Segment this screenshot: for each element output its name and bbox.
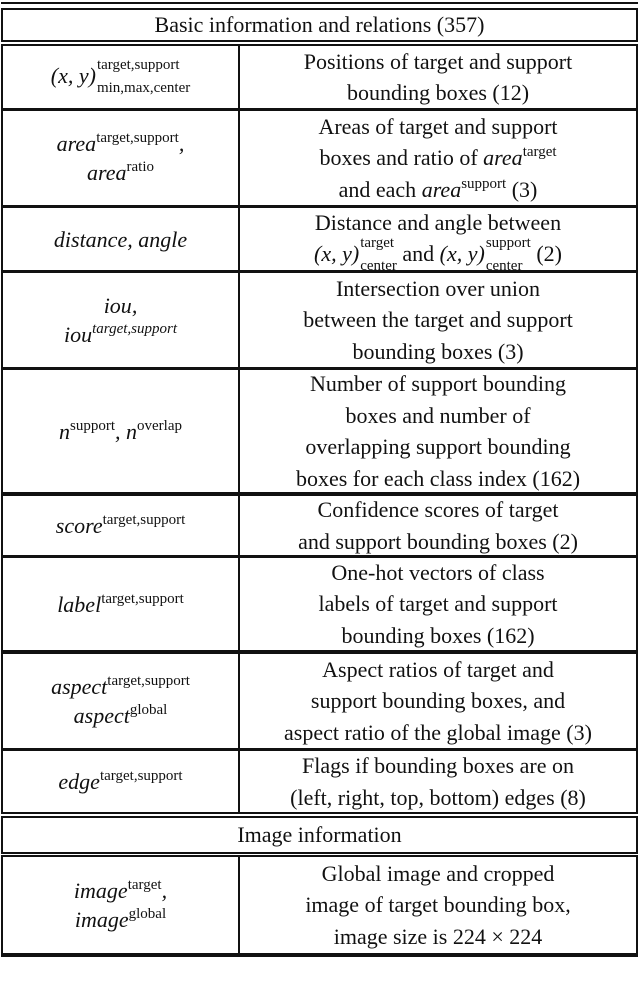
description-line: [304, 46, 572, 78]
text-segment: aspect ratio of the global image (3): [284, 719, 592, 745]
superscript: support: [485, 235, 531, 252]
text-segment: Distance and angle between: [314, 209, 562, 235]
description-line: [339, 174, 538, 206]
feature-description-cell: [240, 273, 636, 367]
text-segment: Flags if bounding boxes are on: [302, 753, 574, 778]
formula-line: [75, 905, 166, 934]
feature-description-cell: [240, 496, 636, 555]
text-segment: image size is 224 × 224: [333, 923, 543, 949]
superscript: target,support: [102, 512, 186, 528]
description-line: [302, 750, 574, 782]
math-punctuation: ,: [115, 418, 126, 444]
table-row: [1, 494, 638, 557]
top-rule: [1, 2, 638, 4]
table-row: [1, 749, 638, 814]
math-symbol: label: [57, 591, 102, 617]
math-symbol: iou: [64, 322, 93, 347]
description-line: [305, 889, 570, 921]
feature-name-cell: [3, 370, 240, 492]
table-row: [1, 109, 638, 207]
feature-name-cell: [3, 654, 240, 748]
feature-name-cell: [3, 111, 240, 205]
superscript: global: [129, 702, 168, 718]
math-symbol: area: [56, 131, 97, 156]
description-line: [352, 336, 523, 368]
formula-line: [74, 701, 168, 730]
superscript: global: [128, 906, 167, 922]
math-symbol: n: [59, 418, 70, 444]
text-segment: boxes and ratio of: [319, 145, 484, 171]
sub-superscript: [360, 235, 397, 275]
superscript: support: [461, 175, 507, 192]
table-row: [1, 652, 638, 750]
text-segment: bounding boxes (12): [346, 80, 530, 105]
feature-description-cell: [240, 654, 636, 748]
description-line: [322, 858, 555, 890]
superscript: overlap: [137, 417, 182, 434]
math-symbol: iou: [103, 293, 132, 318]
feature-description-cell: [240, 751, 636, 812]
feature-description-cell: [240, 558, 636, 650]
text-segment: Areas of target and support: [318, 113, 558, 139]
feature-description-cell: [240, 370, 636, 492]
sub-superscript: [96, 56, 191, 96]
superscript: target: [127, 877, 162, 893]
text-segment: Intersection over union: [335, 275, 541, 301]
description-line: [318, 588, 557, 620]
math-symbol: image: [74, 907, 129, 932]
superscript: target: [360, 235, 395, 252]
description-line: [290, 782, 586, 814]
feature-description-cell: [240, 46, 636, 108]
description-line: [319, 142, 556, 174]
description-line: [310, 368, 566, 400]
superscript: target,support: [101, 590, 184, 607]
math-symbol: area: [421, 176, 462, 202]
description-line: [345, 400, 530, 432]
math-symbol: n: [126, 418, 137, 444]
superscript: target,support: [107, 673, 190, 689]
math-symbol: score: [55, 513, 103, 538]
formula-line: [50, 56, 191, 96]
formula-line: [64, 320, 177, 349]
text-segment: (2): [530, 241, 562, 267]
description-line: [331, 557, 544, 589]
formula-line: [54, 225, 187, 254]
text-segment: Global image and cropped: [321, 860, 555, 886]
superscript: target,support: [99, 768, 183, 784]
math-symbol: (x, y): [314, 241, 360, 267]
description-line: [303, 304, 573, 336]
subscript: center: [485, 258, 523, 275]
feature-name-cell: [3, 751, 240, 812]
bottom-rule: [1, 955, 638, 957]
feature-description-cell: [240, 857, 636, 953]
text-segment: labels of target and support: [318, 591, 558, 617]
feature-name-cell: [3, 558, 240, 650]
formula-line: [57, 129, 185, 158]
text-segment: Confidence scores of target: [317, 497, 559, 522]
text-segment: and each: [338, 176, 422, 202]
math-symbol: image: [73, 878, 128, 903]
description-line: [334, 921, 543, 953]
section-title: Image information: [237, 822, 402, 847]
table-row: [1, 855, 638, 955]
text-segment: and support bounding boxes (2): [298, 528, 578, 554]
subscript: center: [360, 258, 397, 275]
text-segment: between the target and support: [303, 307, 573, 333]
superscript: target,support: [96, 130, 179, 146]
section-header: [1, 8, 638, 42]
description-line: [341, 620, 534, 652]
formula-line: [59, 417, 182, 446]
feature-name-cell: [3, 273, 240, 367]
math-punctuation: ,: [178, 131, 185, 156]
description-line: [336, 273, 540, 305]
math-symbol: area: [483, 145, 523, 171]
feature-description-cell: [240, 111, 636, 205]
description-line: [305, 431, 570, 463]
description-line: [318, 111, 557, 143]
formula-line: [104, 291, 138, 320]
description-line: [315, 207, 561, 239]
math-symbol: (x, y): [50, 63, 96, 89]
text-segment: image of target bounding box,: [305, 892, 571, 918]
math-punctuation: ,: [161, 878, 168, 903]
description-line: [298, 526, 578, 558]
feature-name-cell: [3, 46, 240, 108]
sub-superscript: [485, 235, 531, 275]
table-row: [1, 368, 638, 494]
feature-name-cell: [3, 496, 240, 555]
text-segment: Positions of target and support: [303, 48, 573, 74]
text-segment: support bounding boxes, and: [310, 688, 566, 714]
description-line: [318, 494, 559, 526]
formula-line: [87, 158, 154, 187]
text-segment: Aspect ratios of target and: [322, 656, 554, 682]
description-line: [322, 654, 554, 686]
math-symbol: (x, y): [439, 241, 485, 267]
description-line: [296, 463, 580, 495]
table-row: [1, 206, 638, 275]
table-row: [1, 271, 638, 369]
superscript: target,support: [96, 56, 180, 73]
description-line: [311, 685, 565, 717]
math-symbol: edge: [58, 769, 100, 794]
formula-line: [56, 511, 185, 540]
subscript: min,max,center: [96, 79, 191, 96]
formula-line: [51, 672, 190, 701]
text-segment: boxes and number of: [345, 402, 531, 428]
feature-name-cell: [3, 208, 240, 270]
description-line: [347, 77, 529, 109]
text-segment: overlapping support bounding: [305, 434, 571, 459]
section-title: Basic information and relations (357): [154, 12, 485, 37]
text-segment: bounding boxes (3): [352, 338, 524, 364]
text-segment: bounding boxes (162): [341, 622, 535, 648]
formula-line: [58, 767, 182, 796]
superscript: ratio: [126, 159, 154, 175]
description-line: [284, 717, 592, 749]
section-header: [1, 816, 638, 854]
superscript: target,support: [92, 321, 177, 337]
text-segment: boxes for each class index (162): [295, 465, 581, 491]
description-line: [314, 235, 562, 275]
superscript: target: [522, 144, 557, 161]
text-segment: and: [396, 241, 440, 267]
math-symbol: aspect: [73, 703, 130, 728]
superscript: support: [70, 417, 115, 434]
math-symbol: area: [86, 160, 127, 185]
table-row: [1, 44, 638, 110]
math-symbol: distance, angle: [53, 226, 188, 252]
text-segment: One-hot vectors of class: [331, 559, 545, 585]
feature-name-cell: [3, 857, 240, 953]
text-segment: (3): [506, 176, 538, 202]
table-row: [1, 556, 638, 652]
text-segment: (left, right, top, bottom) edges (8): [290, 784, 586, 810]
formula-line: [57, 590, 184, 619]
text-segment: Number of support bounding: [309, 371, 567, 396]
formula-line: [74, 876, 167, 905]
math-symbol: aspect: [51, 674, 108, 699]
feature-description-cell: [240, 208, 636, 275]
math-punctuation: ,: [131, 293, 138, 318]
